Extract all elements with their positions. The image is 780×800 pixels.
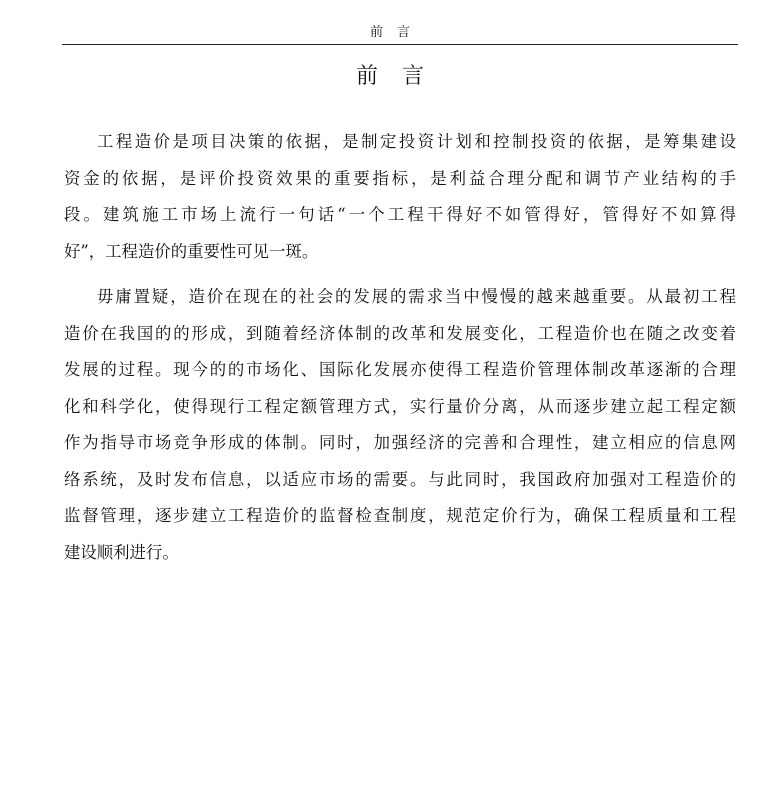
paragraph-line: 监督管理，逐步建立工程造价的监督检查制度，规范定价行为，确保工程质量和工程: [64, 506, 736, 525]
paragraph-line: 段。建筑施工市场上流行一句话“一个工程干得好不如管得好，管得好不如算得: [64, 205, 736, 224]
paragraph-line: 建设顺利进行。: [64, 542, 179, 562]
paragraph-line: 造价在我国的的形成，到随着经济体制的改革和发展变化，工程造价也在随之改变着: [64, 323, 736, 343]
paragraph-1: [64, 124, 736, 270]
paragraph-line: 工程造价是项目决策的依据，是制定投资计划和控制投资的依据，是筹集建设: [97, 132, 736, 151]
paragraph-line: 作为指导市场竞争形成的体制。同时，加强经济的完善和合理性，建立相应的信息网: [64, 433, 736, 452]
body-text: [64, 124, 736, 571]
paragraph-line: 发展的过程。现今的的市场化、国际化发展亦使得工程造价管理体制改革逐渐的合理: [64, 360, 736, 379]
paragraph-line: 毋庸置疑，造价在现在的社会的发展的需求当中慢慢的越来越重要。从最初工程: [97, 287, 736, 306]
paragraph-line: 好”，工程造价的重要性可见一斑。: [64, 241, 319, 261]
paragraph-line: 资金的依据，是评价投资效果的重要指标，是利益合理分配和调节产业结构的手: [64, 168, 736, 188]
header-rule: [62, 44, 738, 45]
page-title: 前言: [355, 64, 448, 89]
running-header: 前言: [369, 25, 424, 40]
paragraph-line: 化和科学化，使得现行工程定额管理方式，实行量价分离，从而逐步建立起工程定额: [64, 396, 736, 416]
paragraph-line: 络系统，及时发布信息，以适应市场的需要。与此同时，我国政府加强对工程造价的: [64, 469, 736, 489]
paragraph-2: [64, 279, 736, 571]
